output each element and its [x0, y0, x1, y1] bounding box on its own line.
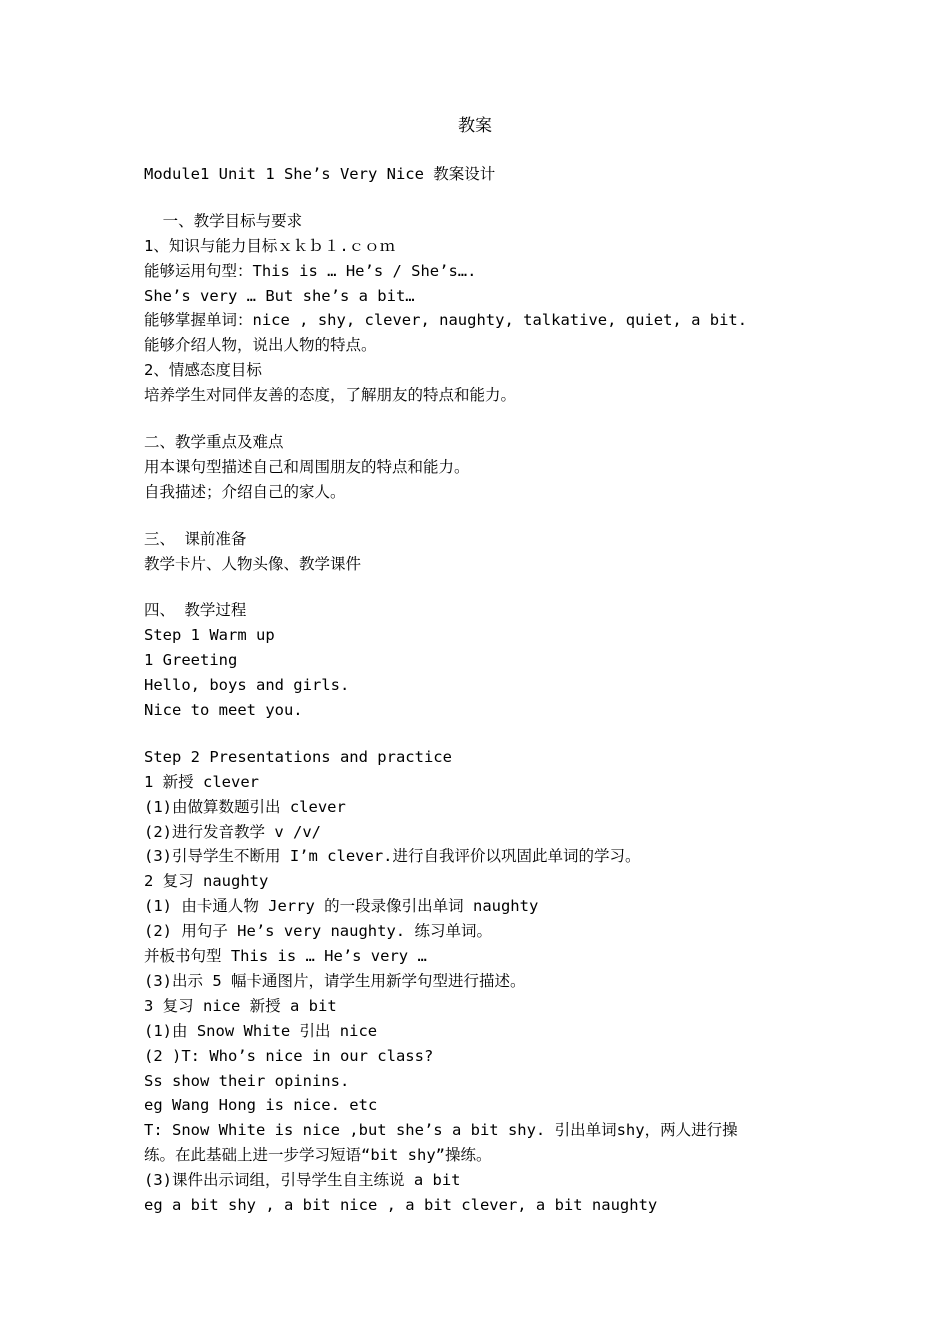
text-line: 能够介绍人物，说出人物的特点。 [144, 336, 377, 355]
text-line: (3)课件出示词组，引导学生自主练说 a bit [144, 1171, 461, 1190]
text-line: 二、教学重点及难点 [144, 433, 284, 452]
text-line: 2 复习 naughty [144, 872, 269, 891]
text-line: 培养学生对同伴友善的态度，了解朋友的特点和能力。 [144, 386, 517, 405]
document-body [144, 162, 814, 1218]
text-line: (2 )T: Who’s nice in our class? [144, 1046, 434, 1065]
text-line: Module1 Unit 1 She’s Very Nice 教案设计 [144, 165, 496, 183]
text-line: (1)由做算数题引出 clever [144, 797, 346, 816]
text-line: (3)出示 5 幅卡通图片，请学生用新学句型进行描述。 [144, 971, 526, 990]
text-line: 能够运用句型：This is … He’s / She’s…. [144, 261, 477, 280]
text-line: (2)进行发音教学 v /v/ [144, 822, 321, 841]
text-line: 教学卡片、人物头像、教学课件 [144, 554, 362, 573]
text-line: (3)引导学生不断用 I’m clever.进行自我评价以巩固此单词的学习。 [144, 847, 641, 866]
page-title: 教案 [458, 116, 492, 136]
text-line: 1、知识与能力目标ｘｋｂ１.ｃｏｍ [144, 236, 396, 255]
text-line: 练。在此基础上进一步学习短语“bit shy”操练。 [144, 1146, 492, 1165]
text-line: (2) 用句子 He’s very naughty. 练习单词。 [144, 922, 492, 941]
text-line: 四、 教学过程 [144, 601, 247, 620]
text-line: 并板书句型 This is … He’s very … [144, 947, 427, 966]
text-line: 一、教学目标与要求 [144, 211, 303, 230]
text-line: 三、 课前准备 [144, 529, 247, 548]
text-line: eg a bit shy , a bit nice , a bit clever, a bit naughty [144, 1195, 658, 1214]
text-line: 1 新授 clever [144, 772, 259, 791]
paragraph-gap [144, 723, 814, 745]
text-line: 2、情感态度目标 [144, 361, 262, 380]
text-line: (1)由 Snow White 引出 nice [144, 1021, 378, 1040]
text-line: 自我描述；介绍自己的家人。 [144, 482, 346, 501]
text-line: Nice to meet you. [144, 701, 303, 720]
text-line: She’s very … But she’s a bit… [144, 286, 415, 305]
text-line: eg Wang Hong is nice. etc [144, 1096, 378, 1115]
text-line: T: Snow White is nice ,but she’s a bit shy. 引出单词shy，两人进行操 [144, 1121, 738, 1140]
text-line: 用本课句型描述自己和周围朋友的特点和能力。 [144, 457, 470, 476]
text-line: (1) 由卡通人物 Jerry 的一段录像引出单词 naughty [144, 897, 539, 916]
text-line: Ss show their opinins. [144, 1071, 350, 1090]
text-line: Step 1 Warm up [144, 626, 275, 645]
paragraph-gap [144, 505, 814, 527]
text-line: Step 2 Presentations and practice [144, 747, 452, 766]
text-line: 3 复习 nice 新授 a bit [144, 996, 337, 1015]
paragraph-gap [144, 187, 814, 209]
text-line: Hello, boys and girls. [144, 676, 350, 695]
text-line: 能够掌握单词：nice , shy, clever, naughty, talkative, quiet, a bit. [144, 311, 748, 330]
paragraph-gap [144, 576, 814, 598]
text-line: 1 Greeting [144, 651, 238, 670]
paragraph-gap [144, 408, 814, 430]
